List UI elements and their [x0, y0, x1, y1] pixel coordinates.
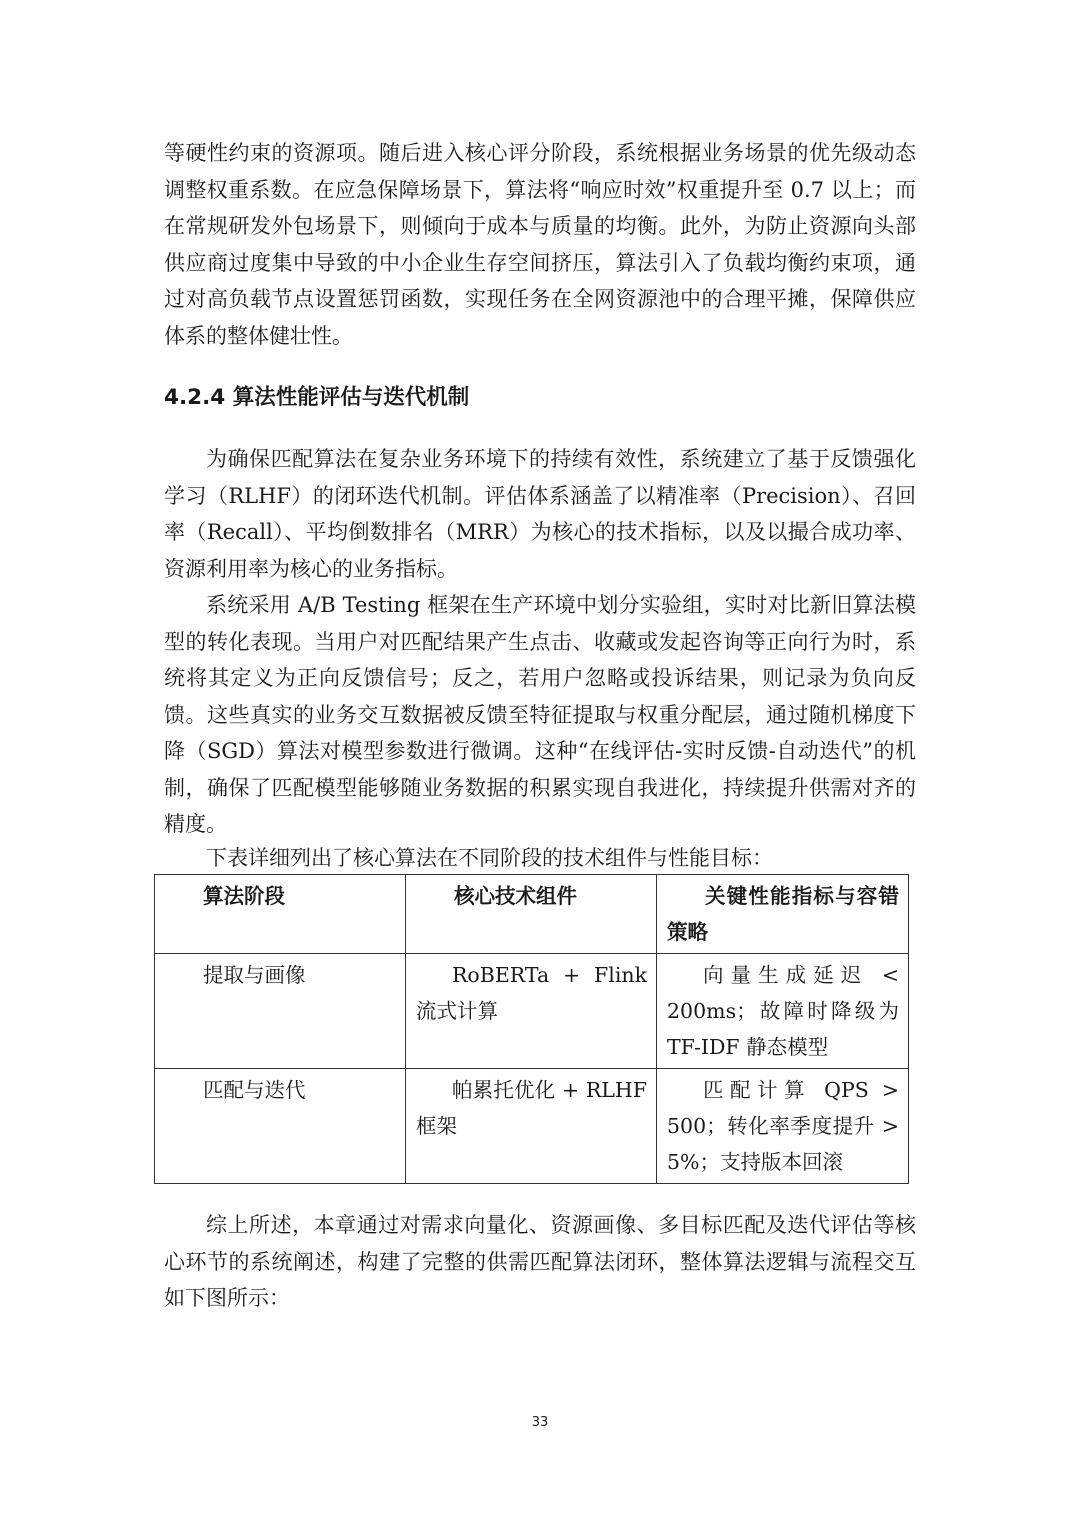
table-caption: 下表详细列出了核心算法在不同阶段的技术组件与性能目标： [206, 846, 773, 870]
table-cell-metrics: 匹配计算 QPS > 500；转化率季度提升 > 5%；支持版本回滚 [657, 1069, 909, 1184]
body-paragraph-rlhf: 为确保匹配算法在复杂业务环境下的持续有效性，系统建立了基于反馈强化学习（RLHF）的闭环迭代机制。评估体系涵盖了以精准率（Precision）、召回率（Recall）、平均倒数排名（MRR）为核心的技术指标，以及以撮合成功率、资源利用率为核心的业务指标。 [164, 447, 916, 581]
table-header-cell: 算法阶段 [155, 875, 406, 954]
table-cell-components: RoBERTa + Flink 流式计算 [406, 954, 657, 1069]
table-cell-stage: 匹配与迭代 [155, 1069, 406, 1184]
table-cell-metrics: 向量生成延迟 < 200ms；故障时降级为 TF-IDF 静态模型 [657, 954, 909, 1069]
table-header-row [155, 875, 909, 954]
summary-paragraph: 综上所述，本章通过对需求向量化、资源画像、多目标匹配及迭代评估等核心环节的系统阐述，构建了完整的供需匹配算法闭环，整体算法逻辑与流程交互如下图所示： [164, 1213, 916, 1310]
page-number: 33 [531, 1415, 549, 1430]
table-row [155, 954, 909, 1069]
body-paragraph-ab-testing: 系统采用 A/B Testing 框架在生产环境中划分实验组，实时对比新旧算法模型的转化表现。当用户对匹配结果产生点击、收藏或发起咨询等正向行为时，系统将其定义为正向反馈信号；反之，若用户忽略或投诉结果，则记录为负向反馈。这些真实的业务交互数据被反馈至特征提取与权重分配层，通过随机梯度下降（SGD）算法对模型参数进行微调。这种“在线评估-实时反馈-自动迭代”的机制，确保了匹配模型能够随业务数据的积累实现自我进化，持续提升供需对齐的精度。 [164, 593, 916, 836]
table-header-cell: 核心技术组件 [406, 875, 657, 954]
table-header-cell: 关键性能指标与容错策略 [657, 875, 909, 954]
section-heading: 4.2.4 算法性能评估与迭代机制 [164, 385, 470, 410]
intro-paragraph: 等硬性约束的资源项。随后进入核心评分阶段，系统根据业务场景的优先级动态调整权重系数。在应急保障场景下，算法将“响应时效”权重提升至 0.7 以上；而在常规研发外包场景下，则倾向于成本与质量的均衡。此外，为防止资源向头部供应商过度集中导致的中小企业生存空间挤压，算法引入了负载均衡约束项，通过对高负载节点设置惩罚函数，实现任务在全网资源池中的合理平摊，保障供应体系的整体健壮性。 [164, 141, 916, 348]
table-cell-stage: 提取与画像 [155, 954, 406, 1069]
algorithm-stage-table [154, 874, 909, 1184]
table-cell-components: 帕累托优化 + RLHF 框架 [406, 1069, 657, 1184]
table-row [155, 1069, 909, 1184]
